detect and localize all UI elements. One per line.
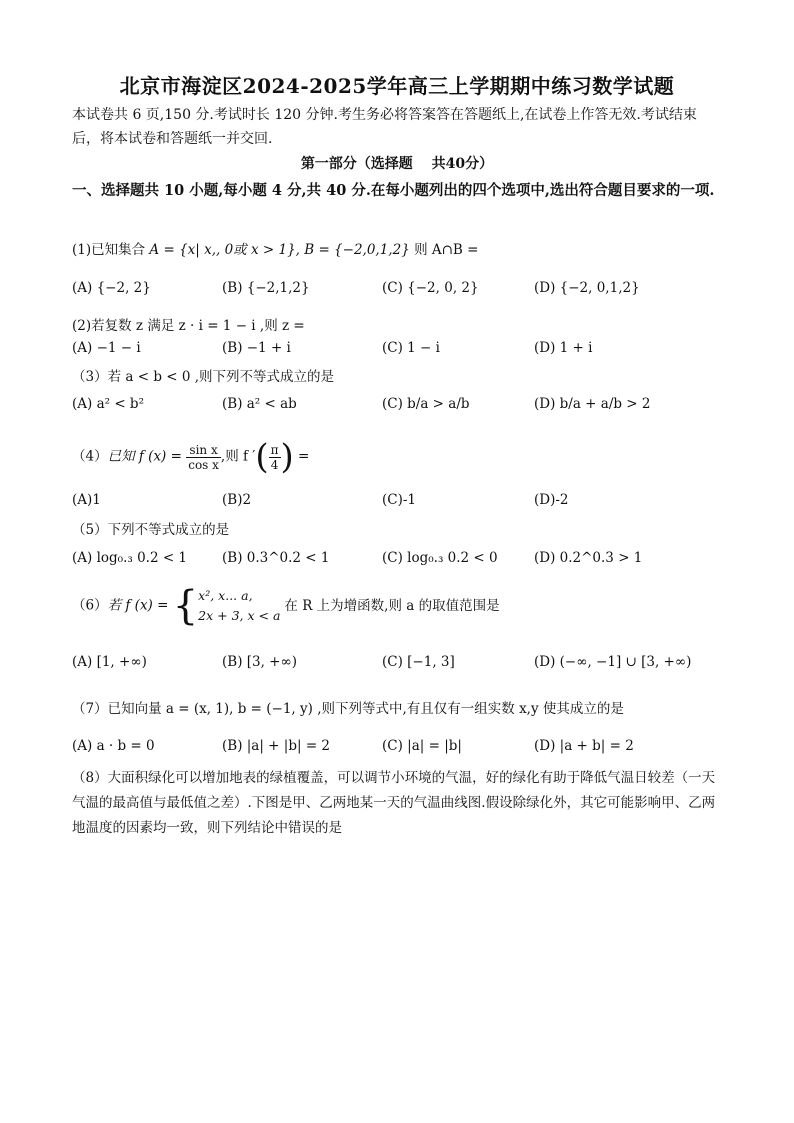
question-number: （6） <box>72 597 108 614</box>
option-d: (D) |a + b| = 2 <box>534 738 634 754</box>
question-8 <box>72 766 722 841</box>
question-stem: 已知集合 <box>91 242 150 258</box>
piecewise-case-2: 2x + 3, x < a <box>198 608 281 623</box>
fraction <box>269 443 281 472</box>
question-2 <box>72 314 305 334</box>
question-4 <box>72 437 310 477</box>
option-c: (C) 1 − i <box>382 340 440 356</box>
option-a: (A)1 <box>72 492 101 508</box>
option-c: (C)-1 <box>382 492 417 508</box>
question-stem-end: 则 A∩B = <box>409 242 479 258</box>
question-2-options <box>72 340 692 364</box>
question-stem-end: = <box>293 448 310 465</box>
option-d: (D)-2 <box>534 492 569 508</box>
piecewise-cases <box>198 586 280 626</box>
question-stem: 若 a < b < 0 ,则下列不等式成立的是 <box>107 369 335 385</box>
option-b: (B) {−2,1,2} <box>222 280 310 296</box>
question-3-options <box>72 396 692 420</box>
exam-instructions: 本试卷共 6 页,150 分.考试时长 120 分钟.考生务必将答案答在答题纸上,在试卷上作答无效.考试结束后，将本试卷和答题纸一并交回. <box>72 107 697 147</box>
fraction-numerator: π <box>270 442 279 457</box>
option-c: (C) |a| = |b| <box>382 738 462 754</box>
fraction <box>186 443 221 472</box>
question-number: （4） <box>72 448 108 465</box>
option-b: (B)2 <box>222 492 252 508</box>
option-a: (A) [1, +∞) <box>72 654 147 670</box>
question-number: （5） <box>72 522 108 538</box>
option-c: (C) [−1, 3] <box>382 654 455 670</box>
question-stem: 大面积绿化可以增加地表的绿植覆盖，可以调节小环境的气温，好的绿化有助于降低气温日较差（一天气温的最高值与最低值之差）.下图是甲、乙两地某一天的气温曲线图.假设除绿化外，其它可能影响甲、乙两地温度的因素均一致，则下列结论中错误的是 <box>72 770 716 836</box>
fraction-denominator: cos x <box>188 457 219 472</box>
question-stem-mid: ,则 f ′ <box>220 448 256 465</box>
question-math: A = {x| x,, 0或 x > 1}, B = {−2,0,1,2} <box>149 242 410 258</box>
option-d: (D) {−2, 0,1,2} <box>534 280 640 296</box>
option-d: (D) b/a + a/b > 2 <box>534 396 651 412</box>
question-number: （7） <box>72 701 108 717</box>
left-paren: ( <box>255 437 269 477</box>
question-stem: 已知向量 a = (x, 1), b = (−1, y) ,则下列等式中,有且仅有一组实数 x,y 使其成立的是 <box>107 701 624 717</box>
question-5 <box>72 518 229 538</box>
option-d: (D) 1 + i <box>534 340 593 356</box>
option-c: (C) {−2, 0, 2} <box>382 280 479 296</box>
option-d: (D) (−∞, −1] ∪ [3, +∞) <box>534 654 692 670</box>
question-number: (1) <box>72 242 92 258</box>
question-3 <box>72 365 334 385</box>
question-number: （8） <box>72 770 108 786</box>
option-a: (A) a · b = 0 <box>72 738 155 754</box>
question-1-options <box>72 280 692 304</box>
option-b: (B) 0.3^0.2 < 1 <box>222 550 330 566</box>
option-c: (C) log₀.₃ 0.2 < 0 <box>382 550 498 566</box>
option-b: (B) −1 + i <box>222 340 291 356</box>
piecewise-brace: { <box>172 583 199 629</box>
question-number: （3） <box>72 369 108 385</box>
question-stem: 下列不等式成立的是 <box>107 522 230 538</box>
option-b: (B) |a| + |b| = 2 <box>222 738 331 754</box>
question-stem: 若 f (x) = <box>107 597 173 614</box>
question-7 <box>72 697 624 717</box>
option-a: (A) a² < b² <box>72 396 144 412</box>
question-5-options <box>72 550 692 574</box>
section-heading: 一、选择题共 10 小题,每小题 4 分,共 40 分.在每小题列出的四个选项中,选出符合题目要求的一项. <box>72 182 715 199</box>
question-4-options <box>72 492 692 516</box>
question-7-options <box>72 738 692 762</box>
question-6-options <box>72 654 692 678</box>
question-6 <box>72 583 500 629</box>
piecewise-case-1: x², x... a, <box>198 588 253 603</box>
fraction-numerator: sin x <box>186 443 221 458</box>
question-stem: 若复数 z 满足 z · i = 1 − i ,则 z = <box>91 318 305 334</box>
option-c: (C) b/a > a/b <box>382 396 470 412</box>
fraction-denominator: 4 <box>270 457 279 472</box>
option-a: (A) {−2, 2} <box>72 280 151 296</box>
question-1 <box>72 238 478 258</box>
option-b: (B) [3, +∞) <box>222 654 298 670</box>
question-stem: 已知 f (x) = <box>107 448 187 465</box>
question-stem-end: 在 R 上为增函数,则 a 的取值范围是 <box>284 597 500 614</box>
option-a: (A) −1 − i <box>72 340 141 356</box>
question-number: (2) <box>72 318 92 334</box>
option-a: (A) log₀.₃ 0.2 < 1 <box>72 550 188 566</box>
option-d: (D) 0.2^0.3 > 1 <box>534 550 643 566</box>
right-paren: ) <box>280 437 294 477</box>
page-title: 北京市海淀区2024-2025学年高三上学期期中练习数学试题 <box>119 74 675 98</box>
option-b: (B) a² < ab <box>222 396 297 412</box>
part-title: 第一部分（选择题 共40分） <box>300 156 494 172</box>
